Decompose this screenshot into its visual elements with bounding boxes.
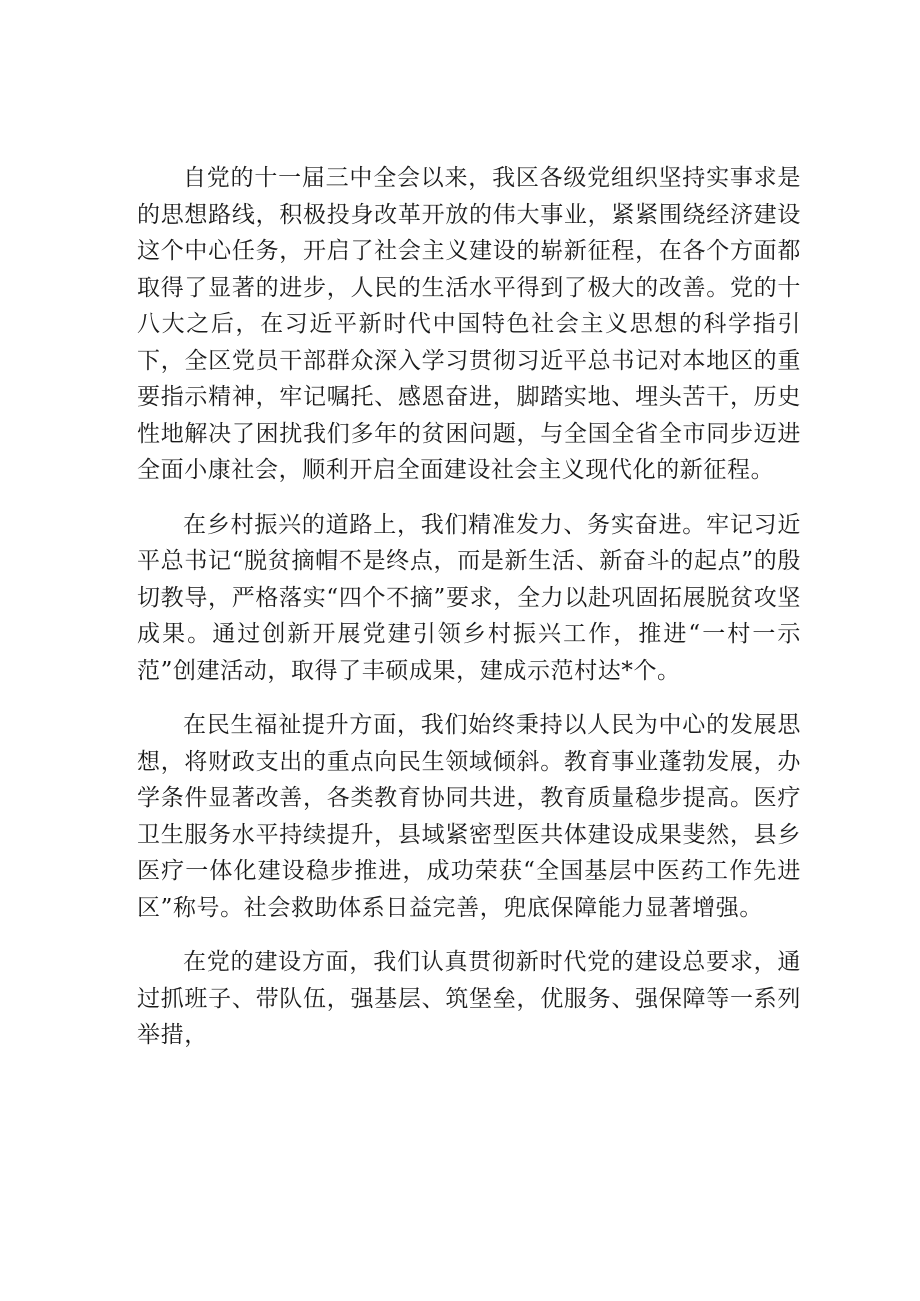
paragraph-2: 在乡村振兴的道路上，我们精准发力、务实奋进。牢记习近平总书记“脱贫摘帽不是终点，而是新生活、新奋斗的起点”的殷切教导，严格落实“四个不摘”要求，全力以赴巩固拓展脱贫攻坚成果。通过创新开展党建引领乡村振兴工作，推进“一村一示范”创建活动，取得了丰硕成果，建成示范村达*个。 <box>137 511 801 684</box>
paragraph-3: 在民生福祉提升方面，我们始终秉持以人民为中心的发展思想，将财政支出的重点向民生领域倾斜。教育事业蓬勃发展，办学条件显著改善，各类教育协同共进，教育质量稳步提高。医疗卫生服务水平持续提升，县域紧密型医共体建设成果斐然，县乡医疗一体化建设稳步推进，成功荣获“全国基层中医药工作先进区”称号。社会救助体系日益完善，兜底保障能力显著增强。 <box>137 712 801 921</box>
paragraph-4: 在党的建设方面，我们认真贯彻新时代党的建设总要求，通过抓班子、带队伍，强基层、筑堡垒，优服务、强保障等一系列举措， <box>137 949 801 1048</box>
document-body <box>137 160 801 1072</box>
paragraph-1: 自党的十一届三中全会以来，我区各级党组织坚持实事求是的思想路线，积极投身改革开放的伟大事业，紧紧围绕经济建设这个中心任务，开启了社会主义建设的崭新征程，在各个方面都取得了显著的进步，人民的生活水平得到了极大的改善。党的十八大之后，在习近平新时代中国特色社会主义思想的科学指引下，全区党员干部群众深入学习贯彻习近平总书记对本地区的重要指示精神，牢记嘱托、感恩奋进，脚踏实地、埋头苦干，历史性地解决了困扰我们多年的贫困问题，与全国全省全市同步迈进全面小康社会，顺利开启全面建设社会主义现代化的新征程。 <box>137 165 801 483</box>
